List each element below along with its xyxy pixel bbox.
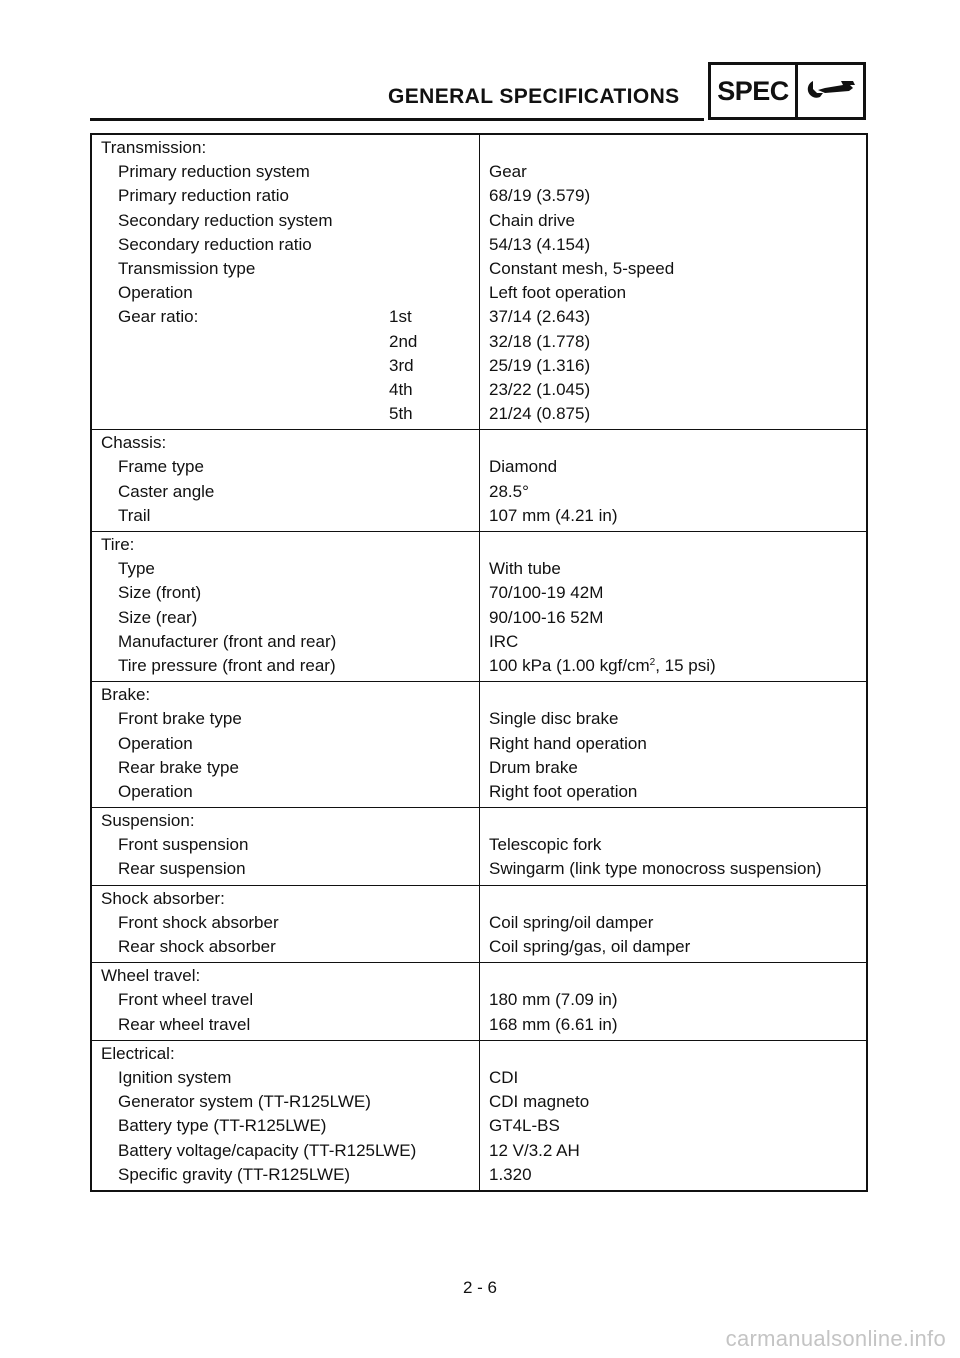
wrench-icon <box>798 65 863 117</box>
spec-value-text: 12 V/3.2 AH <box>489 1140 580 1160</box>
section-title: Suspension: <box>101 811 195 831</box>
spec-value <box>489 455 557 479</box>
spec-value-text: Single disc brake <box>489 709 619 729</box>
spec-label: Rear brake type <box>118 757 239 777</box>
gear-number: 4th <box>389 379 413 399</box>
spec-label: Primary reduction system <box>118 162 310 182</box>
spec-value <box>489 911 653 935</box>
section-title: Chassis: <box>101 433 167 453</box>
section-title: Brake: <box>101 685 151 705</box>
column-divider <box>479 886 480 963</box>
spec-value-text: Constant mesh, 5-speed <box>489 258 675 278</box>
spec-label: Type <box>118 559 155 579</box>
spec-value <box>489 630 518 654</box>
spec-label: Front wheel travel <box>118 990 254 1010</box>
spec-label: Operation <box>118 733 193 753</box>
spec-value-text: CDI magneto <box>489 1092 590 1112</box>
column-divider <box>479 808 480 885</box>
spec-value <box>489 1066 518 1090</box>
spec-value <box>489 557 561 581</box>
spec-value-text: 168 mm (6.61 in) <box>489 1014 618 1034</box>
spec-section <box>92 681 866 807</box>
spec-value-superscript: 2 <box>649 656 656 668</box>
spec-value <box>489 1013 618 1037</box>
column-divider <box>479 430 480 531</box>
spec-value-text: Coil spring/gas, oil damper <box>489 937 691 956</box>
spec-value-text: Swingarm (link type monocross suspension) <box>489 859 822 879</box>
spec-value <box>489 257 674 281</box>
spec-label: Front shock absorber <box>118 912 279 932</box>
spec-value-text: 70/100-19 42M <box>489 583 604 603</box>
spec-value-text: 68/19 (3.579) <box>489 186 591 206</box>
spec-value-text: Gear <box>489 162 527 182</box>
spec-label: Secondary reduction system <box>118 210 333 230</box>
spec-value-text: Left foot operation <box>489 283 627 303</box>
spec-value <box>489 281 626 305</box>
spec-value <box>489 833 601 857</box>
spec-label: Primary reduction ratio <box>118 186 290 206</box>
spec-value <box>489 330 590 354</box>
gear-number: 2nd <box>389 331 418 351</box>
spec-value <box>489 780 637 804</box>
spec-value-text: 21/24 (0.875) <box>489 404 591 424</box>
section-title: Wheel travel: <box>101 966 201 986</box>
spec-section <box>92 885 866 963</box>
spec-value-text: With tube <box>489 559 561 579</box>
spec-section <box>92 531 866 681</box>
spec-label: Size (rear) <box>118 607 198 627</box>
spec-label: Transmission type <box>118 258 256 278</box>
spec-label: Size (front) <box>118 583 202 603</box>
spec-value-text: Telescopic fork <box>489 835 602 855</box>
spec-label: Caster angle <box>118 481 215 501</box>
spec-value <box>489 209 575 233</box>
spec-label: Gear ratio: <box>118 307 199 327</box>
spec-label: Manufacturer (front and rear) <box>118 631 337 651</box>
spec-section <box>92 962 866 1040</box>
spec-value-suffix: , 15 psi) <box>655 655 716 675</box>
section-title: Transmission: <box>101 138 207 157</box>
spec-label: Operation <box>118 283 193 303</box>
spec-value-text: Coil spring/oil damper <box>489 912 654 932</box>
spec-value <box>489 480 529 504</box>
spec-value-text: Right hand operation <box>489 733 647 753</box>
spec-label: Operation <box>118 781 193 801</box>
spec-value-text: 180 mm (7.09 in) <box>489 990 618 1010</box>
column-divider <box>479 1041 480 1190</box>
spec-value-text: 90/100-16 52M <box>489 607 604 627</box>
section-title: Shock absorber: <box>101 888 225 908</box>
spec-value <box>489 732 647 756</box>
spec-value <box>489 305 590 329</box>
spec-section <box>92 135 866 429</box>
spec-value-text: Drum brake <box>489 757 578 777</box>
spec-label: Tire pressure (front and rear) <box>118 655 336 675</box>
spec-label: Battery voltage/capacity (TT-R125LWE) <box>118 1140 417 1160</box>
spec-value-text: 54/13 (4.154) <box>489 234 591 254</box>
spec-value <box>489 233 590 257</box>
spec-value-text: GT4L-BS <box>489 1116 560 1136</box>
spec-value <box>489 354 590 378</box>
column-divider <box>479 682 480 807</box>
spec-label: Front brake type <box>118 709 242 729</box>
watermark: carmanualsonline.info <box>725 1326 946 1351</box>
spec-label: Ignition system <box>118 1067 232 1087</box>
spec-value <box>489 1114 560 1138</box>
spec-value <box>489 1139 580 1163</box>
spec-value <box>489 581 603 605</box>
section-title: Electrical: <box>101 1043 175 1063</box>
spec-section <box>92 429 866 531</box>
spec-value-text: 32/18 (1.778) <box>489 331 591 351</box>
spec-section <box>92 807 866 885</box>
spec-value <box>489 184 590 208</box>
spec-value-text: CDI <box>489 1067 519 1087</box>
spec-label: Front suspension <box>118 835 249 855</box>
spec-label: Rear shock absorber <box>118 937 276 956</box>
spec-value <box>489 378 590 402</box>
spec-label: Rear suspension <box>118 859 246 879</box>
gear-number: 1st <box>389 307 412 327</box>
spec-value <box>489 707 618 731</box>
spec-value-text: 1.320 <box>489 1164 532 1184</box>
page-number: 2 - 6 <box>462 1278 498 1297</box>
spec-table <box>90 133 868 1192</box>
spec-label: Generator system (TT-R125LWE) <box>118 1092 371 1112</box>
spec-value <box>489 1090 589 1114</box>
page-title: GENERAL SPECIFICATIONS <box>388 85 680 108</box>
spec-value-text: Diamond <box>489 457 558 477</box>
spec-value-text: IRC <box>489 631 519 651</box>
spec-label: Secondary reduction ratio <box>118 234 312 254</box>
spec-value-text: 25/19 (1.316) <box>489 355 591 375</box>
spec-label: Frame type <box>118 457 204 477</box>
spec-value <box>489 160 527 184</box>
spec-value <box>489 654 716 678</box>
spec-value <box>489 1163 532 1187</box>
spec-value-text: 107 mm (4.21 in) <box>489 505 618 525</box>
column-divider <box>479 963 480 1040</box>
spec-value <box>489 988 618 1012</box>
spec-value-text: 28.5° <box>489 481 529 501</box>
spec-label: Rear wheel travel <box>118 1014 251 1034</box>
spec-value <box>489 606 603 630</box>
spec-value-text: 23/22 (1.045) <box>489 379 591 399</box>
spec-box <box>708 62 866 120</box>
spec-label: SPEC <box>711 65 798 117</box>
spec-value-text: 37/14 (2.643) <box>489 307 591 327</box>
spec-value-text: Chain drive <box>489 210 575 230</box>
column-divider <box>479 532 480 681</box>
section-title: Tire: <box>101 535 135 554</box>
spec-value <box>489 756 578 780</box>
spec-label: Specific gravity (TT-R125LWE) <box>118 1164 351 1184</box>
spec-value <box>489 402 590 426</box>
column-divider <box>479 135 480 429</box>
gear-number: 5th <box>389 404 413 424</box>
spec-label: Trail <box>118 505 151 525</box>
header-rule <box>90 118 704 121</box>
gear-number: 3rd <box>389 355 414 375</box>
spec-value <box>489 935 690 959</box>
spec-value-text: Right foot operation <box>489 781 638 801</box>
spec-value <box>489 857 822 881</box>
spec-label: Battery type (TT-R125LWE) <box>118 1116 327 1136</box>
spec-value <box>489 504 618 528</box>
spec-section <box>92 1040 866 1190</box>
spec-value-text: 100 kPa (1.00 kgf/cm <box>489 655 650 675</box>
